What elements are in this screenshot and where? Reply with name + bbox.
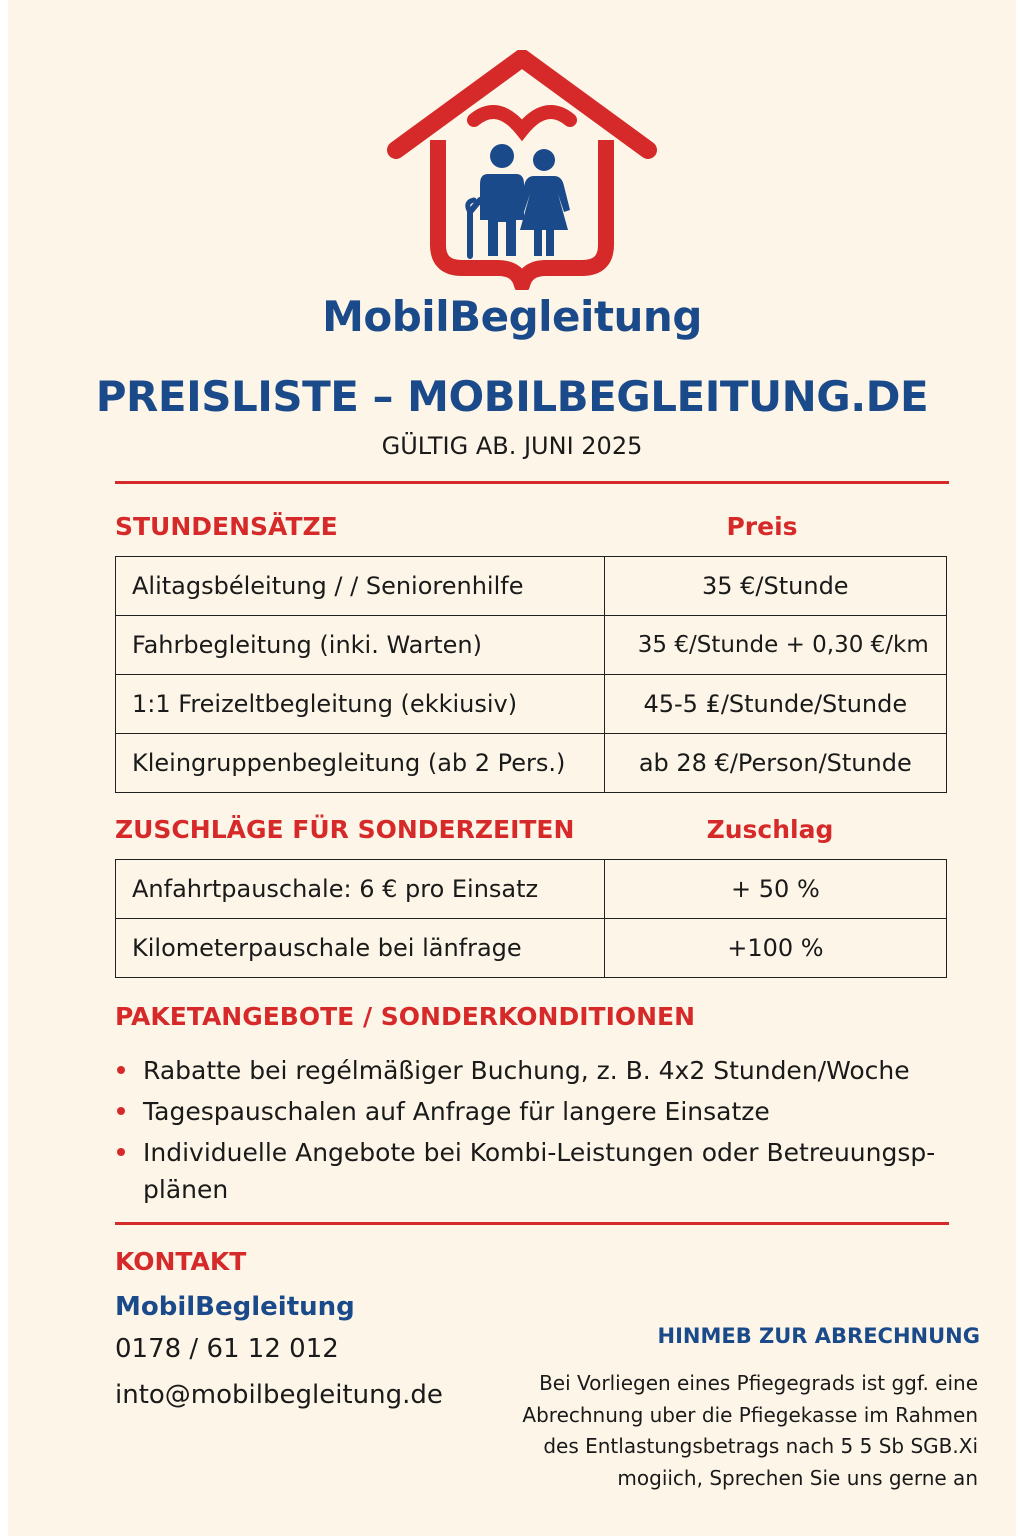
table-row xyxy=(116,675,947,734)
rate-value: 35 €/Stunde + 0,30 €/km xyxy=(604,616,946,675)
billing-note-heading: HINMEB ZUR ABRECHNUNG xyxy=(657,1324,980,1348)
brand-name: MobilBegleitung xyxy=(322,292,702,341)
packages-heading: PAKETANGEBOTE / SONDERKONDITIONEN xyxy=(115,1002,696,1031)
surcharges-table xyxy=(115,859,947,978)
rate-label: Alitagsbéleitung / / Seniorenhilfe xyxy=(116,557,605,616)
price-list-page xyxy=(8,0,1016,1536)
rates-table xyxy=(115,556,947,793)
rate-value: 35 €/Stunde xyxy=(604,557,946,616)
list-item: Individuelle Angebote bei Kombi-Leistungen oder Betreuungsp-plänen xyxy=(115,1134,955,1208)
surcharge-label: Kilometerpauschale bei länfrage xyxy=(116,919,605,978)
bullet-icon xyxy=(117,1148,125,1156)
bullet-icon xyxy=(117,1107,125,1115)
surcharge-value: + 50 % xyxy=(604,860,946,919)
rate-value: 45-5 ₤/Stunde/Stunde xyxy=(604,675,946,734)
packages-list xyxy=(115,1052,955,1212)
divider xyxy=(115,481,949,484)
rates-heading: STUNDENSÄTZE xyxy=(115,512,338,541)
rate-label: Fahrbegleitung (inki. Warten) xyxy=(116,616,605,675)
contact-email[interactable]: into@mobilbegleitung.de xyxy=(115,1380,443,1410)
table-row xyxy=(116,557,947,616)
contact-heading: KONTAKT xyxy=(115,1247,247,1276)
table-row xyxy=(116,734,947,793)
page-title: PREISLISTE – MOBILBEGLEITUNG.DE xyxy=(95,372,929,421)
rate-label: 1:1 Freizeltbegleitung (ekkiusiv) xyxy=(116,675,605,734)
table-row xyxy=(116,860,947,919)
list-item: Rabatte bei regélmäßiger Buchung, z. B. 4x2 Stunden/Woche xyxy=(115,1052,955,1089)
contact-name: MobilBegleitung xyxy=(115,1292,355,1322)
table-row xyxy=(116,616,947,675)
contact-phone[interactable]: 0178 / 61 12 012 xyxy=(115,1334,339,1364)
surcharge-label: Anfahrtpauschale: 6 € pro Einsatz xyxy=(116,860,605,919)
divider xyxy=(115,1222,949,1225)
list-item: Tagespauschalen auf Anfrage für langere Einsatze xyxy=(115,1093,955,1130)
billing-note-text: Bei Vorliegen eines Pfiegegrads ist ggf. eine Abrechnung uber die Pfiegekasse im Rahmen des Entlastungsbetrags nach 5 5 Sb SGB.Xi mogiich, Sprechen Sie uns gerne an xyxy=(522,1371,978,1490)
rates-price-heading: Preis xyxy=(726,512,798,541)
validity-date: GÜLTIG AB. JUNI 2025 xyxy=(381,432,643,460)
house-with-elderly-couple-icon xyxy=(378,50,658,290)
rate-value: ab 28 €/Person/Stunde xyxy=(604,734,946,793)
surcharges-heading: ZUSCHLÄGE FÜR SONDERZEITEN xyxy=(115,815,575,844)
surcharge-value: +100 % xyxy=(604,919,946,978)
bullet-icon xyxy=(117,1066,125,1074)
rate-label: Kleingruppenbegleitung (ab 2 Pers.) xyxy=(116,734,605,793)
surcharges-col-heading: Zuschlag xyxy=(706,815,834,844)
table-row xyxy=(116,919,947,978)
